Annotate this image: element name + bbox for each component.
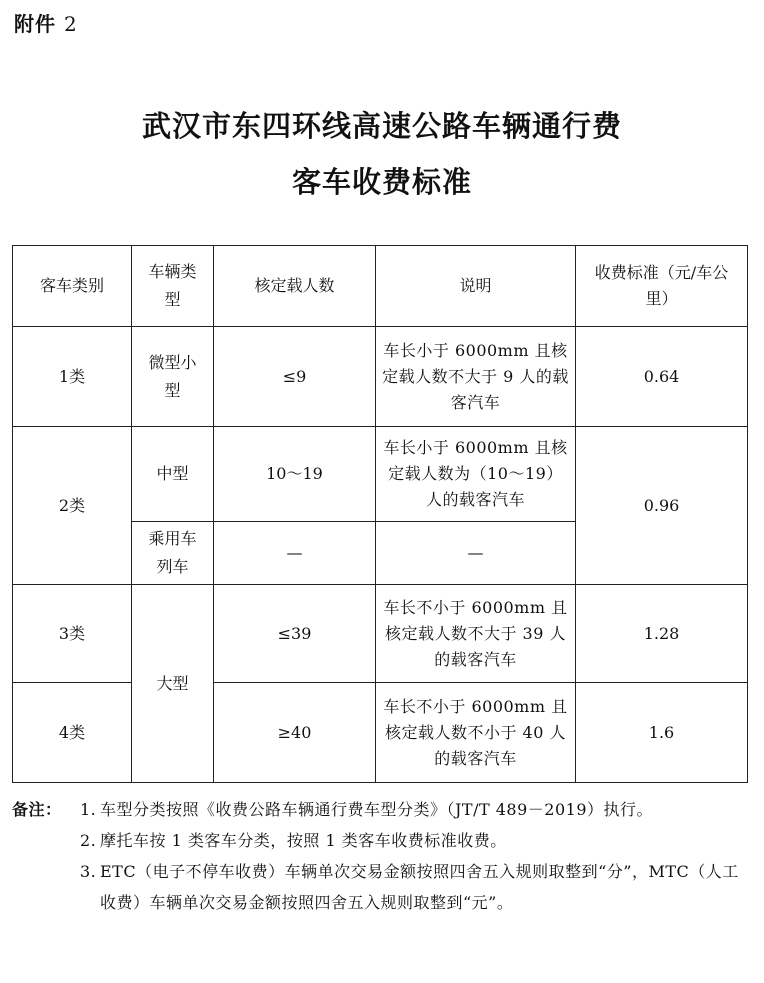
cell-rate: 1.28 <box>576 585 748 683</box>
cell-description: 车长小于 6000mm 且核定载人数不大于 9 人的载客汽车 <box>376 327 576 427</box>
header-rate: 收费标准（元/车公里） <box>576 246 748 327</box>
cell-seats: — <box>214 522 376 585</box>
cell-category: 1类 <box>13 327 132 427</box>
cell-description: 车长不小于 6000mm 且核定载人数不大于 39 人的载客汽车 <box>376 585 576 683</box>
notes-section <box>12 794 752 918</box>
table-row <box>13 585 748 683</box>
document-title-line2: 客车收费标准 <box>291 165 472 199</box>
note-text: ETC（电子不停车收费）车辆单次交易金额按照四舍五入规则取整到“分”，MTC（人工收费）车辆单次交易金额按照四舍五入规则取整到“元”。 <box>100 862 739 912</box>
table-row <box>13 327 748 427</box>
cell-description: 车长小于 6000mm 且核定载人数为（10～19）人的载客汽车 <box>376 427 576 522</box>
header-category: 客车类别 <box>13 246 132 327</box>
header-seats: 核定载人数 <box>214 246 376 327</box>
notes-lead-spacer <box>12 856 80 918</box>
attachment-label <box>14 8 78 37</box>
note-index: 3. <box>80 862 97 881</box>
table-row <box>13 683 748 783</box>
fee-standard-table <box>12 245 748 783</box>
table-row <box>13 427 748 522</box>
cell-type: 微型小型 <box>132 327 214 427</box>
note-text: 车型分类按照《收费公路车辆通行费车型分类》（JT/T 489－2019）执行。 <box>100 800 653 819</box>
cell-seats: ≥40 <box>214 683 376 783</box>
attachment-text: 附件 <box>14 12 56 36</box>
note-item <box>12 856 752 918</box>
notes-lead-spacer <box>12 825 80 856</box>
header-description: 说明 <box>376 246 576 327</box>
notes-lead: 备注： <box>12 800 62 819</box>
cell-category: 4类 <box>13 683 132 783</box>
cell-seats: ≤39 <box>214 585 376 683</box>
cell-category: 3类 <box>13 585 132 683</box>
cell-seats: ≤9 <box>214 327 376 427</box>
cell-category: 2类 <box>13 427 132 585</box>
cell-rate: 0.96 <box>576 427 748 585</box>
cell-rate: 0.64 <box>576 327 748 427</box>
cell-rate: 1.6 <box>576 683 748 783</box>
cell-type: 中型 <box>132 427 214 522</box>
note-text: 摩托车按 1 类客车分类，按照 1 类客车收费标准收费。 <box>100 831 507 850</box>
note-index: 2. <box>80 831 97 850</box>
cell-type: 大型 <box>132 585 214 783</box>
table-header-row <box>13 246 748 327</box>
note-item <box>12 825 752 856</box>
cell-description: — <box>376 522 576 585</box>
cell-description: 车长不小于 6000mm 且核定载人数不小于 40 人的载客汽车 <box>376 683 576 783</box>
header-vehicle-type: 车辆类型 <box>132 246 214 327</box>
cell-type: 乘用车列车 <box>132 522 214 585</box>
attachment-number: 2 <box>63 12 78 36</box>
note-item <box>12 794 752 825</box>
document-title-line1: 武汉市东四环线高速公路车辆通行费 <box>141 109 622 143</box>
note-index: 1. <box>80 800 97 819</box>
cell-seats: 10～19 <box>214 427 376 522</box>
